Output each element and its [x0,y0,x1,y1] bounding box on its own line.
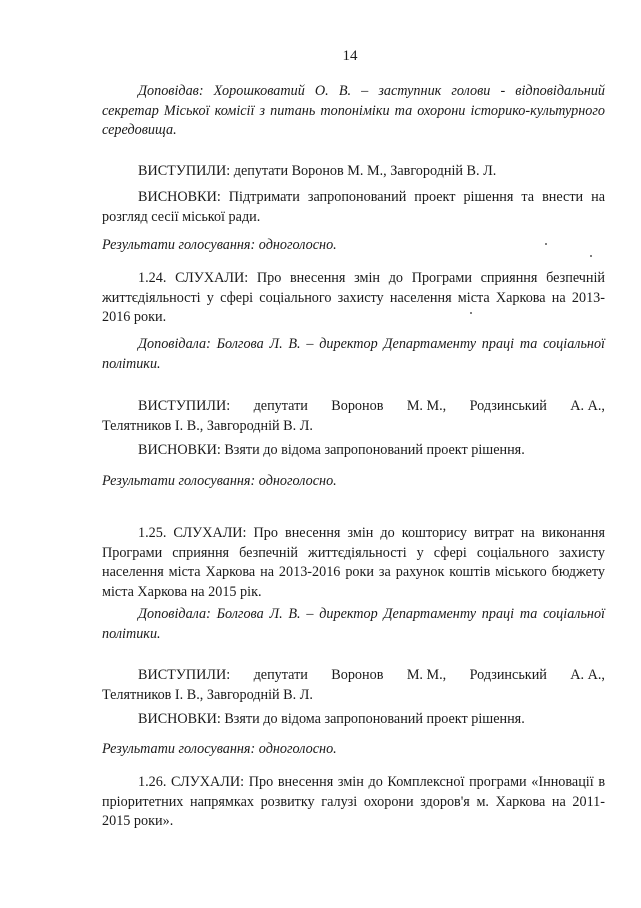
vote-value: одноголосно. [258,741,337,757]
speakers-line [102,397,605,417]
reporter-text: Хорошковатий О. В. – заступник голови - відповідальний секретар Міської комісії з питань топоніміки та охорони історико-культурного середовища. [102,83,606,138]
conclusions-paragraph-1 [102,188,605,227]
conclusions-paragraph-2 [102,441,605,461]
speakers-word: Воронов [331,398,384,414]
speakers-label: ВИСТУПИЛИ: [138,667,231,683]
speakers-line-2: Телятников І. В., Завгородній В. Л. [102,686,313,703]
reporter-label: Доповідала: [138,606,211,622]
conclusions-label: ВИСНОВКИ: [138,189,221,205]
vote-label: Результати голосування: [102,741,256,757]
conclusions-label: ВИСНОВКИ: [138,711,221,727]
reporter-label: Доповідала: [138,336,211,352]
scan-speckle [545,243,547,245]
reporter-label: Доповідав: [138,83,204,99]
heard-label: СЛУХАЛИ: [173,525,247,541]
speakers-word: М. М., [406,398,447,414]
speakers-paragraph-1 [102,162,605,182]
speakers-paragraph-2 [102,397,605,436]
speakers-label: ВИСТУПИЛИ: [138,398,231,414]
heard-label: СЛУХАЛИ: [175,270,249,286]
speakers-label: ВИСТУПИЛИ: [138,163,231,179]
scan-speckle [590,255,592,257]
vote-result-3 [102,740,605,760]
reporter-paragraph-3 [102,605,605,644]
item-number: 1.25. [138,525,167,541]
item-text: Про внесення змін до Програми сприяння безпечній життєдіяльності у сфері соціального захисту населення міста Харкова на 2013-2016 роки. [102,270,606,325]
vote-label: Результати голосування: [102,237,256,253]
conclusions-text: Підтримати запропонований проект рішення та внести на розгляд сесії міської ради. [102,189,605,225]
item-text: Про внесення змін до кошторису витрат на виконання Програми сприяння безпечній життєдіяльності у сфері соціального захисту населення міста Харкова на 2013-2016 роки за рахунок коштів міського бюджету міста Харкова на 2015 рік. [102,525,606,600]
agenda-item-1-25 [102,524,605,602]
speakers-word: депутати [253,398,308,414]
speakers-line-2: Телятников І. В., Завгородній В. Л. [102,417,313,434]
conclusions-text: Взяти до відома запропонований проект рішення. [224,442,525,458]
speakers-word: Воронов [331,667,384,683]
vote-value: одноголосно. [258,473,337,489]
item-number: 1.26. [138,774,167,790]
heard-label: СЛУХАЛИ: [171,774,245,790]
speakers-word: А. А., [570,398,605,414]
speakers-line [102,666,605,686]
item-number: 1.24. [138,270,167,286]
speakers-paragraph-3 [102,666,605,705]
conclusions-label: ВИСНОВКИ: [138,442,221,458]
vote-label: Результати голосування: [102,473,256,489]
agenda-item-1-24 [102,269,605,328]
item-text: Про внесення змін до Комплексної програми «Інновації в пріоритетних напрямках розвитку галузі охорони здоров'я м. Харкова на 2011-2015 роки». [102,774,606,829]
reporter-paragraph-1 [102,82,605,141]
vote-result-1 [102,236,605,256]
reporter-paragraph-2 [102,335,605,374]
conclusions-text: Взяти до відома запропонований проект рішення. [224,711,525,727]
scan-speckle [470,312,472,314]
speakers-word: А. А., [570,667,605,683]
reporter-text: Болгова Л. В. – директор Департаменту праці та соціальної політики. [102,606,606,642]
speakers-text: депутати Воронов М. М., Завгородній В. Л. [233,163,497,179]
speakers-word: депутати [253,667,308,683]
vote-value: одноголосно. [258,237,337,253]
speakers-word: Родзинський [469,667,547,683]
page-number: 14 [342,48,358,64]
speakers-word: М. М., [406,667,447,683]
speakers-word: Родзинський [469,398,547,414]
reporter-text: Болгова Л. В. – директор Департаменту праці та соціальної політики. [102,336,606,372]
vote-result-2 [102,472,605,492]
conclusions-paragraph-3 [102,710,605,730]
agenda-item-1-26 [102,773,605,832]
